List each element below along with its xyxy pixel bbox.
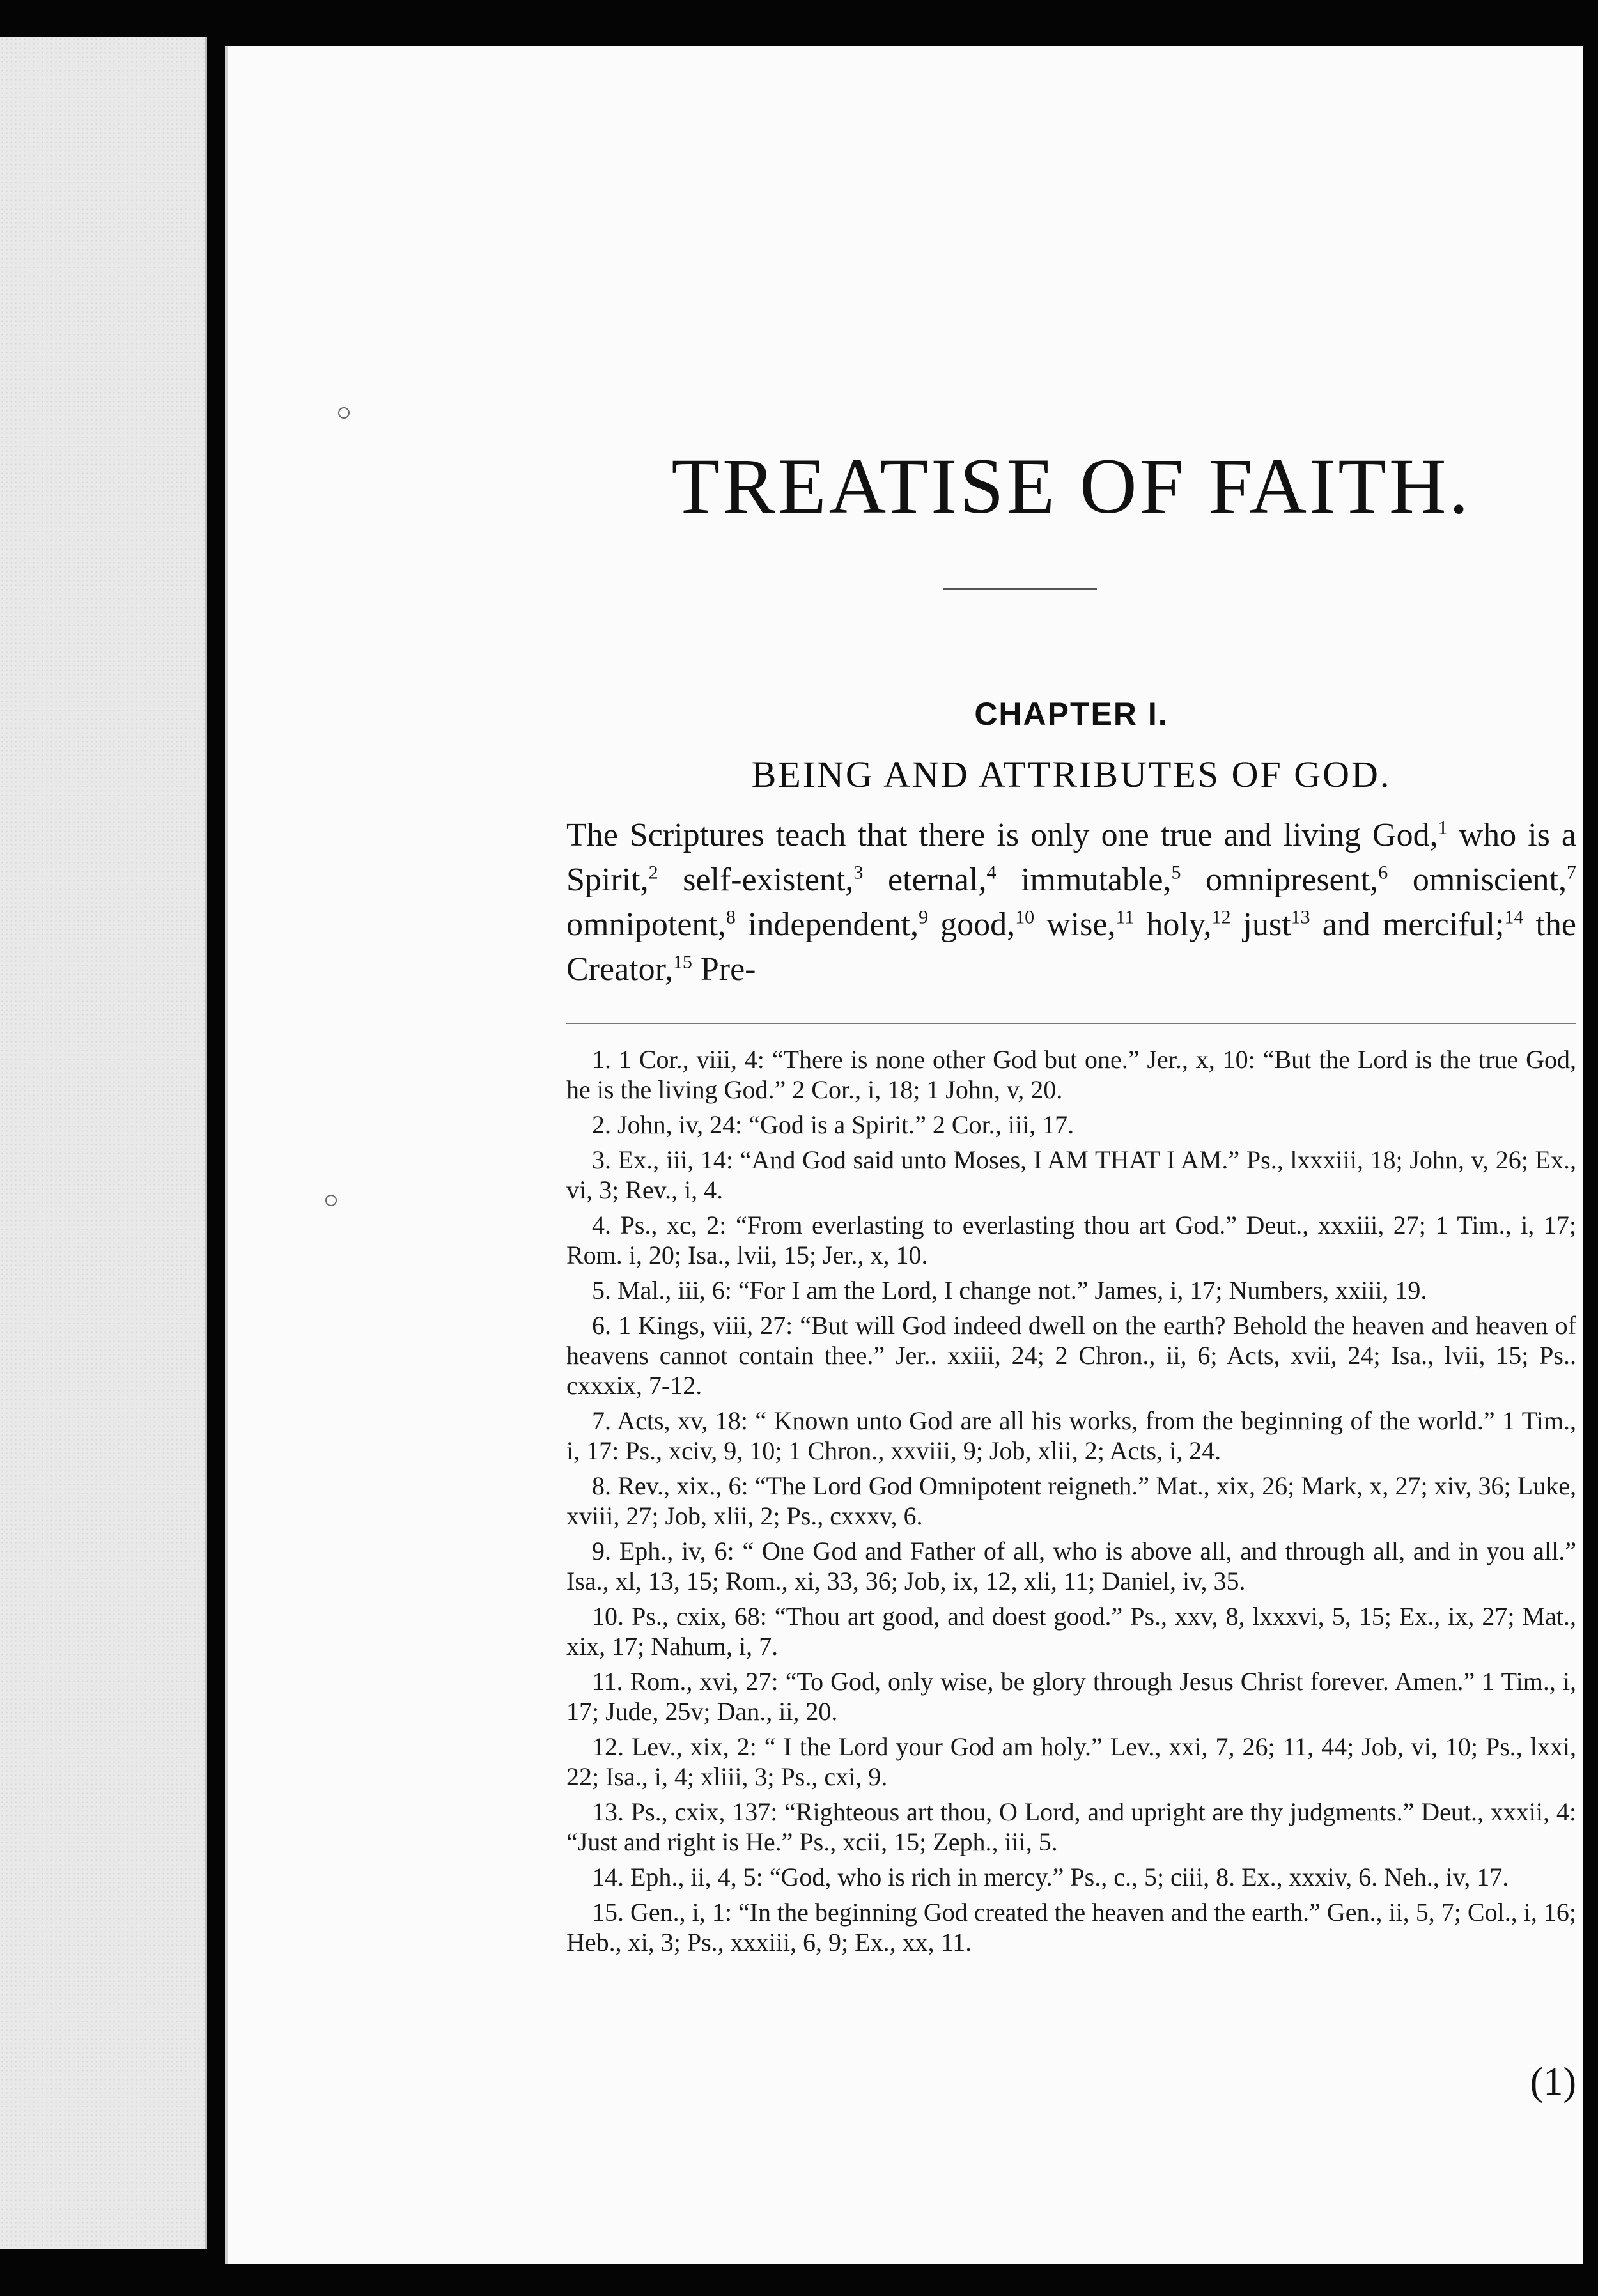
footnote: 7. Acts, xv, 18: “ Known unto God are all his works, from the beginning of the world.” 1 Tim., i, 17: Ps., xciv, 9, 10; 1 Chron., xxviii, 9; Job, xlii, 2; Acts, i, 24. (566, 1406, 1576, 1465)
body-text-segment: holy, (1134, 906, 1212, 943)
footnote: 4. Ps., xc, 2: “From everlasting to everlasting thou art God.” Deut., xxxiii, 27; 1 Tim., i, 17; Rom. i, 20; Isa., lvii, 15; Jer., x, 10. (566, 1211, 1576, 1269)
binding-hole-mark (338, 407, 350, 419)
footnote-marker: 12 (1211, 906, 1231, 928)
footnote-marker: 6 (1378, 862, 1388, 883)
body-paragraph (566, 813, 1576, 992)
footnote-marker: 1 (1438, 817, 1448, 839)
body-text-segment: immutable, (996, 862, 1172, 898)
footnotes-list (566, 1044, 1576, 1962)
chapter-subtitle: BEING AND ATTRIBUTES OF GOD. (751, 754, 1392, 795)
body-text-segment: eternal, (863, 862, 987, 898)
footnote-marker: 15 (672, 951, 692, 973)
title-divider (943, 588, 1097, 590)
footnote-marker: 11 (1115, 906, 1135, 928)
footnote-divider (566, 1023, 1576, 1024)
footnote: 3. Ex., iii, 14: “And God said unto Moses, I AM THAT I AM.” Ps., lxxxiii, 18; John, v, 26; Ex., vi, 3; Rev., i, 4. (566, 1145, 1576, 1204)
page-number: (1) (1530, 2060, 1576, 2104)
footnote: 14. Eph., ii, 4, 5: “God, who is rich in mercy.” Ps., c., 5; ciii, 8. Ex., xxxiv, 6. Neh., iv, 17. (592, 1863, 1509, 1891)
footnote-marker: 8 (725, 906, 736, 928)
body-text-segment: good, (928, 906, 1016, 943)
footnote-marker: 14 (1504, 906, 1524, 928)
footnote: 13. Ps., cxix, 137: “Righteous art thou, O Lord, and upright are thy judgments.” Deut., xxxii, 4: “Just and right is He.” Ps., xcii, 15; Zeph., iii, 5. (566, 1797, 1576, 1856)
body-text-segment: omniscient, (1388, 862, 1567, 898)
binding-hole-mark (325, 1195, 337, 1206)
body-text-segment: independent, (735, 906, 919, 943)
footnote-marker: 3 (853, 862, 864, 883)
body-text-segment: who is a Spirit, (566, 817, 1576, 898)
footnote: 8. Rev., xix., 6: “The Lord God Omnipotent reigneth.” Mat., xix, 26; Mark, x, 27; xiv, 36; Luke, xviii, 27; Job, xlii, 2; Ps., cxxxv, 6. (566, 1471, 1576, 1530)
footnote: 10. Ps., cxix, 68: “Thou art good, and doest good.” Ps., xxv, 8, lxxxvi, 5, 15; Ex., ix, 27; Mat., xix, 17; Nahum, i, 7. (566, 1602, 1576, 1661)
footnote: 2. John, iv, 24: “God is a Spirit.” 2 Cor., iii, 17. (592, 1110, 1074, 1139)
footnote: 9. Eph., iv, 6: “ One God and Father of all, who is above all, and through all, and in you all.” Isa., xl, 13, 15; Rom., xi, 33, 36; Job, ix, 12, xli, 11; Daniel, iv, 35. (566, 1537, 1576, 1595)
body-text-segment: Pre- (692, 951, 756, 988)
footnote: 6. 1 Kings, viii, 27: “But will God indeed dwell on the earth? Behold the heaven and heaven of heavens cannot contain thee.” Jer.. xxiii, 24; 2 Chron., ii, 6; Acts, xvii, 24; Isa., lvii, 15; Ps.. cxxxix, 7-12. (566, 1311, 1576, 1400)
chapter-heading: CHAPTER I. (974, 696, 1168, 732)
page-title: TREATISE OF FAITH. (671, 442, 1471, 530)
book-page (225, 46, 1583, 2264)
body-text-segment: The Scriptures teach that there is only one true and living God, (566, 817, 1438, 853)
body-text-segment: wise, (1034, 906, 1116, 943)
footnote-marker: 9 (919, 906, 929, 928)
body-text-segment: and merciful; (1310, 906, 1505, 943)
footnote-marker: 4 (986, 862, 997, 883)
body-text-segment: omnipotent, (566, 906, 726, 943)
footnote-marker: 10 (1015, 906, 1035, 928)
body-text-segment: omnipresent, (1181, 862, 1379, 898)
footnote: 12. Lev., xix, 2: “ I the Lord your God am holy.” Lev., xxi, 7, 26; 11, 44; Job, vi, 10; Ps., lxxi, 22; Isa., i, 4; xliii, 3; Ps., cxi, 9. (566, 1732, 1576, 1791)
footnote-marker: 13 (1291, 906, 1310, 928)
facing-page-edge (0, 37, 207, 2249)
footnote: 11. Rom., xvi, 27: “To God, only wise, be glory through Jesus Christ forever. Amen.” 1 Tim., i, 17; Jude, 25v; Dan., ii, 20. (566, 1667, 1576, 1726)
footnote-marker: 5 (1171, 862, 1181, 883)
footnote: 15. Gen., i, 1: “In the beginning God created the heaven and the earth.” Gen., ii, 5, 7; Col., i, 16; Heb., xi, 3; Ps., xxxiii, 6, 9; Ex., xx, 11. (566, 1898, 1576, 1957)
footnote-marker: 7 (1567, 862, 1577, 883)
body-text-segment: just (1230, 906, 1291, 943)
footnote-marker: 2 (648, 862, 658, 883)
body-text-segment: self-existent, (658, 862, 854, 898)
footnote: 5. Mal., iii, 6: “For I am the Lord, I change not.” James, i, 17; Numbers, xxiii, 19. (592, 1276, 1427, 1305)
footnote: 1. 1 Cor., viii, 4: “There is none other God but one.” Jer., x, 10: “But the Lord is the true God, he is the living God.” 2 Cor., i, 18; 1 John, v, 20. (566, 1045, 1576, 1104)
body-text-segment: the Creator, (566, 906, 1576, 988)
